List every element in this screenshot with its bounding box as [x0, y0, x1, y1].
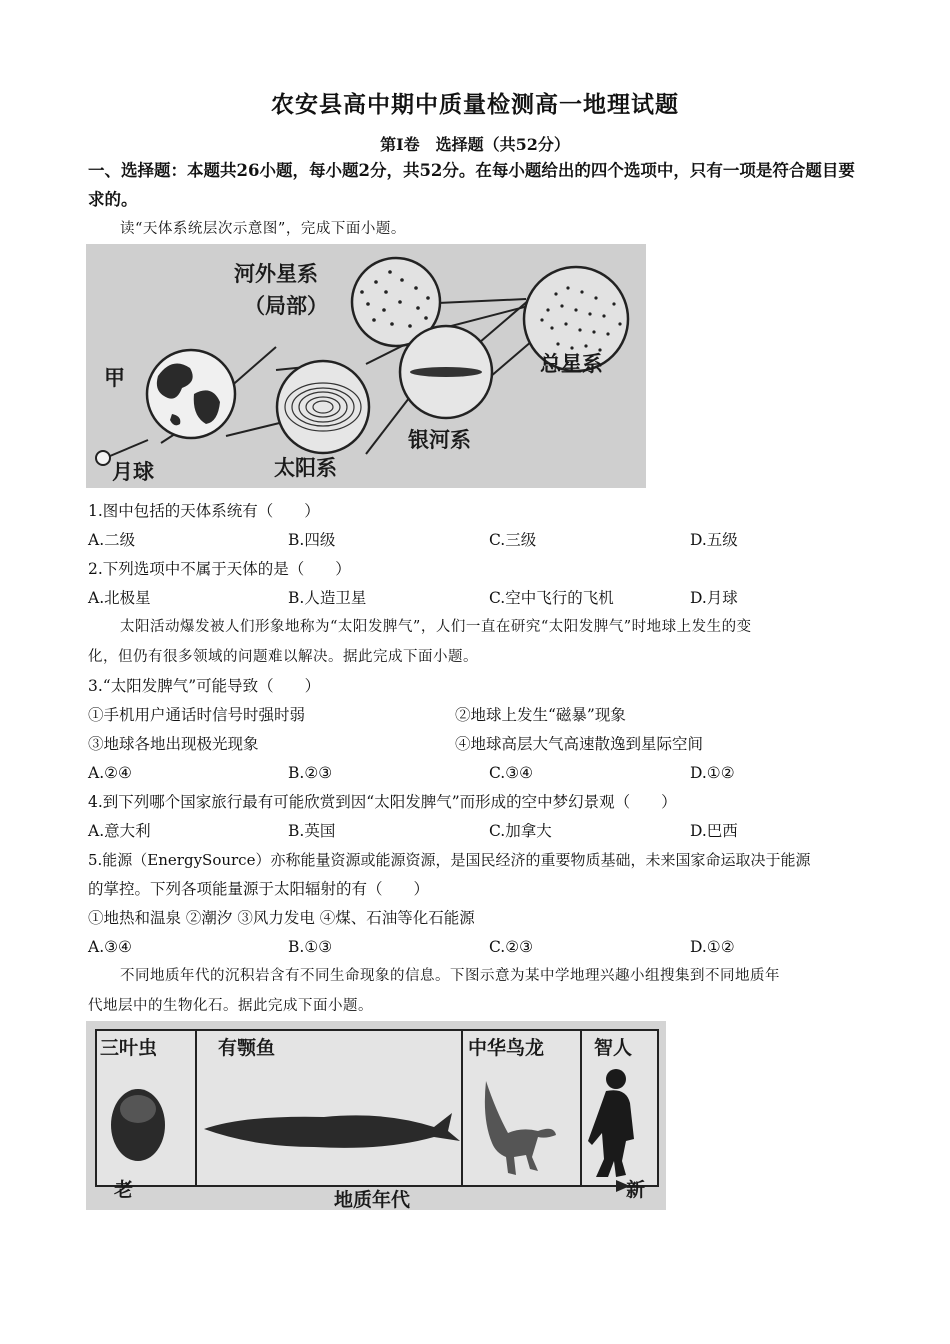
label-partial: （局部） — [244, 294, 328, 318]
q3-option-b: B.②③ — [288, 764, 333, 782]
q3-item-1: ①手机用户通话时信号时强时弱 — [88, 706, 306, 724]
q1-option-d: D.五级 — [690, 531, 738, 549]
q5-stem-line1: 5.能源（EnergySource）亦称能量资源或能源资源，是国民经济的重要物质基础，未来国家命运取决于能源 — [88, 851, 811, 869]
q3-option-d: D.①② — [690, 764, 735, 782]
q4-option-b: B.英国 — [288, 822, 336, 840]
passage2-line2: 化，但仍有很多领域的问题难以解决。据此完成下面小题。 — [88, 649, 478, 665]
q3-item-3: ③地球各地出现极光现象 — [88, 735, 259, 753]
passage3-line1: 不同地质年代的沉积岩含有不同生命现象的信息。下图示意为某中学地理兴趣小组搜集到不同地质年 — [120, 968, 780, 984]
label-milkyway: 银河系 — [408, 428, 471, 452]
moon-circle — [96, 451, 110, 465]
solar-system-circle — [277, 361, 369, 453]
q4-option-d: D.巴西 — [690, 822, 738, 840]
q1-option-a: A.二级 — [88, 531, 136, 549]
q5-option-d: D.①② — [690, 938, 735, 956]
label-extragalactic: 河外星系 — [234, 262, 318, 286]
label-jia: 甲 — [104, 366, 125, 390]
fossil-diagram-svg — [86, 1021, 666, 1210]
q2-option-a: A.北极星 — [88, 589, 151, 607]
label-trilobite: 三叶虫 — [100, 1037, 158, 1059]
passage3-line2: 代地层中的生物化石。据此完成下面小题。 — [88, 998, 373, 1014]
q4-option-a: A.意大利 — [88, 822, 151, 840]
q5-option-b: B.①③ — [288, 938, 333, 956]
label-fish: 有颚鱼 — [218, 1037, 276, 1059]
q3-option-c: C.③④ — [489, 764, 534, 782]
label-solar: 太阳系 — [274, 456, 337, 480]
passage2-line1: 太阳活动爆发被人们形象地称为“太阳发脾气”，人们一直在研究“太阳发脾气”时地球上发生的变 — [120, 619, 752, 635]
label-new: 新 — [626, 1179, 646, 1201]
q4-option-c: C.加拿大 — [489, 822, 552, 840]
q1-option-c: C.三级 — [489, 531, 537, 549]
q1-option-b: B.四级 — [288, 531, 336, 549]
section-instructions: 一、选择题：本题共26小题，每小题2分，共52分。在每小题给出的四个选项中，只有一项是符合题目要求的。 — [88, 161, 855, 209]
q4-stem: 4.到下列哪个国家旅行最有可能欣赏到因“太阳发脾气”而形成的空中梦幻景观（ ） — [88, 793, 677, 811]
q2-option-b: B.人造卫星 — [288, 589, 367, 607]
q2-option-d: D.月球 — [690, 589, 738, 607]
milkyway-disk — [410, 367, 482, 377]
q5-items: ①地热和温泉 ②潮汐 ③风力发电 ④煤、石油等化石能源 — [88, 909, 475, 927]
fig1-intro: 读“天体系统层次示意图”，完成下面小题。 — [120, 221, 406, 237]
q5-stem-line2: 的掌控。下列各项能量源于太阳辐射的有（ ） — [88, 880, 430, 898]
label-universe: 总星系 — [540, 352, 603, 376]
q3-item-2: ②地球上发生“磁暴”现象 — [455, 706, 626, 724]
label-human: 智人 — [594, 1037, 633, 1059]
q5-option-c: C.②③ — [489, 938, 534, 956]
label-old: 老 — [114, 1179, 134, 1201]
label-dino: 中华鸟龙 — [468, 1037, 545, 1059]
q1-stem: 1.图中包括的天体系统有（ ） — [88, 502, 320, 520]
section-subtitle: 第Ⅰ卷 选择题（共52分） — [380, 135, 570, 154]
q2-option-c: C.空中飞行的飞机 — [489, 589, 614, 607]
label-moon: 月球 — [112, 460, 154, 484]
earth-circle — [147, 350, 235, 438]
q2-stem: 2.下列选项中不属于天体的是（ ） — [88, 560, 351, 578]
q3-stem: 3.“太阳发脾气”可能导致（ ） — [88, 677, 321, 695]
q5-option-a: A.③④ — [88, 938, 132, 956]
human-head — [606, 1069, 626, 1089]
q3-option-a: A.②④ — [88, 764, 132, 782]
fossil-timeline-figure — [86, 1021, 666, 1210]
label-axis: 地质年代 — [334, 1189, 411, 1211]
q3-item-4: ④地球高层大气高速散逸到星际空间 — [455, 735, 704, 753]
celestial-hierarchy-figure — [86, 244, 646, 488]
page-title: 农安县高中期中质量检测高一地理试题 — [271, 91, 679, 118]
